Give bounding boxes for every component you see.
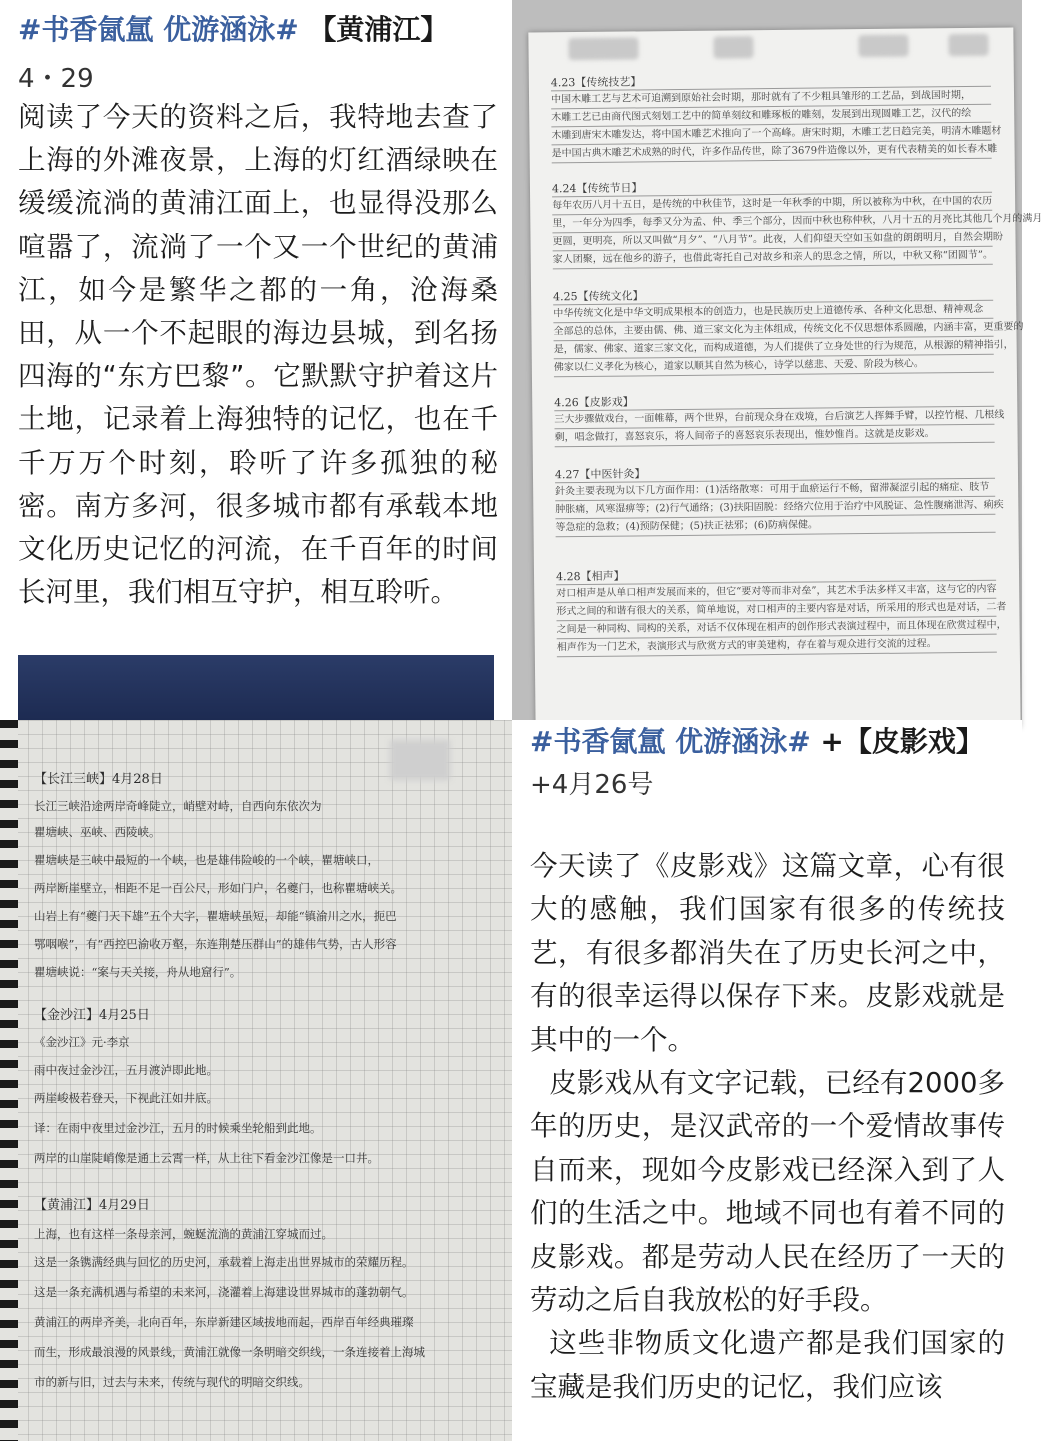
night-photo [18, 655, 494, 720]
entry-line: 鄂咽喉”，有“西控巴渝收万壑，东连荆楚压群山”的雄伟气势，古人形容 [34, 937, 397, 951]
post-paragraph: 今天读了《皮影戏》这篇文章，心有很大的感触，我们国家有很多的传统技艺，有很多都消失在了历史长河之中，有的很幸运得以保存下来。皮影戏就是其中的一个。 [530, 850, 1005, 1056]
entry-line: 瞿塘峡、巫峡、西陵峡。 [34, 825, 161, 839]
note-heading: 4.25【传统文化】 [553, 284, 993, 306]
note-line: 里，一年分为四季，每季又分为孟、仲、季三个部分，因而中秋也称仲秋，八月十五的月亮比其他几个月的满月 [552, 211, 992, 234]
entry-line: 两岸的山崖陡峭像是通上云霄一样，从上往下看金沙江像是一口井。 [34, 1151, 379, 1165]
hashtag-link[interactable]: #书香氤氲 优游涵泳# [18, 13, 299, 46]
note-section [553, 284, 1024, 378]
note-section [555, 564, 1007, 658]
note-heading: 4.27【中医针灸】 [555, 462, 995, 484]
post-title [18, 8, 448, 48]
note-line: 之间是一种同构、同构的关系，对话不仅体现在相声的创作形式表演过程中，而且体现在欣赏过程中， [557, 617, 997, 640]
entry-line: 长江三峡沿途两岸奇峰陡立，峭壁对峙，自西向东依次为 [34, 799, 322, 813]
post-body [530, 845, 1005, 1409]
entry-line: 市的新与旧，过去与未来，传统与现代的明暗交织线。 [34, 1375, 310, 1389]
blurred-region [568, 37, 638, 60]
entry-line: 雨中夜过金沙江，五月渡泸即此地。 [34, 1063, 218, 1077]
note-line: 对口相声是从单口相声发展而来的，但它“要对等而非对垒”，其艺术手法多样又丰富，这与它的内容 [556, 581, 996, 604]
note-line: 木雕到唐宋木雕发达，将中国木雕艺术推向了一个高峰。唐宋时期，木雕工艺日趋完美，明清木雕题材 [551, 123, 991, 146]
entry-line: 两岸断崖壁立，相距不足一百公尺，形如门户，名夔门，也称瞿塘峡关。 [34, 881, 402, 895]
note-section [554, 462, 1004, 538]
note-line: 全部总的总体，主要由儒、佛、道三家文化为主体组成，传统文化不仅思想体系圆融，内涵丰富，更重要的 [553, 319, 993, 342]
note-line: 中国木雕工艺与艺术可追溯到原始社会时期，那时就有了不少粗具雏形的工艺品，到战国时期， [551, 87, 991, 110]
entry-line: 山岩上有“夔门天下雄”五个大字，瞿塘峡虽短，却能“镇渝川之水，扼巴 [34, 909, 397, 923]
note-heading: 4.23【传统技艺】 [551, 70, 991, 92]
post-date: 4・29 [18, 64, 94, 94]
entry-line: 而生，形成最浪漫的风景线，黄浦江就像一条明暗交织线，一条连接着上海城 [34, 1345, 425, 1359]
post-paragraph: 皮影戏从有文字记载，已经有2000多年的历史，是汉武帝的一个爱情故事传自而来，现如今皮影戏已经深入到了人们的生活之中。地域不同也有着不同的皮影戏。都是劳动人民在经历了一天的劳动之后自我放松的好手段。 [530, 1067, 1005, 1317]
entry-line: 上海，也有这样一条母亲河，蜿蜒流淌的黄浦江穿城而过。 [34, 1227, 333, 1241]
entry-line: 这是一条充满机遇与希望的未来河，浇灌着上海建设世界城市的蓬勃朝气。 [34, 1285, 414, 1299]
post-date: +4月26号 [530, 770, 654, 800]
note-line: 更圆，更明亮，所以又叫做“月夕”、“八月节”。此夜，人们仰望天空如玉如盘的朗朗明月，自然会期盼 [552, 229, 992, 252]
post-title [530, 720, 984, 760]
note-heading: 4.24【传统节日】 [552, 176, 992, 198]
entry-line: 两崖峻极若登天，下视此江如井底。 [34, 1091, 218, 1105]
note-section [554, 390, 1005, 448]
note-line: 佛家以仁义孝化为核心，道家以顺其自然为核心，诗学以慈悲、天爱、阶段为核心。 [554, 355, 994, 378]
post-huangpu-river [0, 0, 512, 720]
post-shadow-puppetry [512, 720, 1022, 1441]
entry-line: 瞿塘峡是三峡中最短的一个峡，也是雄伟险峻的一个峡，瞿塘峡口， [34, 853, 379, 867]
lined-notebook-photo [512, 0, 1043, 720]
note-heading: 4.28【相声】 [556, 564, 996, 586]
note-line: 等急症的急救；(4)预防保健；(5)扶正祛邪；(6)防病保健。 [555, 515, 995, 538]
topic-tag: 【黄浦江】 [308, 13, 449, 46]
note-line: 木雕工艺已由商代图式刻划工艺中的简单刻纹和雕琢板的雕刻，发展到出现圆雕工艺，汉代的绘 [551, 105, 991, 128]
note-line: 三大步骤做戏台，一面帷幕，两个世界，台前现众身在戏境，台后演艺人挥舞手臂，以控竹棍、几根线 [554, 407, 994, 430]
spiral-binding [0, 720, 18, 1441]
note-line: 是，儒家、佛家、道家三家文化，而构成道德，为人们提供了立身处世的行为规范，从根源的精神指引， [554, 337, 994, 360]
note-line: 相声作为一门艺术，表演形式与欣赏方式的审美建构，存在着与观众进行交流的过程。 [557, 635, 997, 658]
entry-line: 黄浦江的两岸齐美，北向百年，东岸新建区域拔地而起，西岸百年经典璀璨 [34, 1315, 414, 1329]
entry-line: 这是一条镌满经典与回忆的历史河，承载着上海走出世界城市的荣耀历程。 [34, 1255, 414, 1269]
notebook-page [528, 27, 1043, 732]
post-paragraph: 这些非物质文化遗产都是我们国家的宝藏是我们历史的记忆，我们应该 [530, 1327, 1005, 1403]
grid-notebook-photo [0, 720, 512, 1441]
blurred-region [948, 34, 988, 56]
hashtag-link[interactable]: #书香氤氲 优游涵泳# [530, 725, 811, 758]
note-line: 每年农历八月十五日，是传统的中秋佳节，这时是一年秋季的中期，所以被称为中秋，在中国的农历 [552, 193, 992, 216]
blurred-region [713, 36, 753, 58]
note-line: 是中国古典木雕艺术成熟的时代，许多作品传世，除了3679件造像以外，更有代表精美的如长春木雕 [552, 141, 992, 164]
note-heading: 4.26【皮影戏】 [554, 390, 994, 412]
blurred-region [858, 35, 908, 58]
note-section [550, 70, 1002, 164]
entry-line: 译：在雨中夜里过金沙江，五月的时候乘坐轮船到此地。 [34, 1121, 322, 1135]
entry-line: 《金沙江》元·李京 [34, 1035, 130, 1049]
note-section [551, 176, 1043, 270]
entry-heading: 【长江三峡】4月28日 [34, 772, 163, 787]
note-line: 中华传统文化是中华文明成果根本的创造力，也是民族历史上道德传承、各种文化思想、精神观念 [553, 301, 993, 324]
entry-heading: 【金沙江】4月25日 [34, 1008, 150, 1023]
topic-tag: +【皮影戏】 [820, 725, 984, 758]
note-line: 剩，唱念做打，喜怒哀乐，将人间帝子的喜怒哀乐表现出，惟妙惟肖。这就是皮影戏。 [555, 425, 995, 448]
entry-heading: 【黄浦江】4月29日 [34, 1198, 150, 1213]
note-line: 家人团聚，远在他乡的游子，也借此寄托自己对故乡和亲人的思念之情，所以，中秋又称“团圆节”。 [553, 247, 993, 270]
note-line: 針灸主要表现为以下几方面作用：(1)活络散寒：可用于血瘀运行不畅，留滞凝涩引起的痛症、肢节 [555, 479, 995, 502]
note-line: 形式之间的和谐有很大的关系，简单地说，对口相声的主要内容是对话，所采用的形式也是对话，二者 [556, 599, 996, 622]
entry-line: 瞿塘峡说：“案与天关接，舟从地窟行”。 [34, 965, 242, 979]
post-body: 阅读了今天的资料之后，我特地去查了上海的外滩夜景，上海的灯红酒绿映在缓缓流淌的黄浦江面上，也显得没那么喧嚣了，流淌了一个又一个世纪的黄浦江，如今是繁华之都的一角，沧海桑田，从一个不起眼的海边县城，到名扬四海的“东方巴黎”。它默默守护着这片土地，记录着上海独特的记忆，也在千千万万个时刻，聆听了许多孤独的秘密。南方多河，很多城市都有承载本地文化历史记忆的河流，在千百年的时间长河里，我们相互守护，相互聆听。 [18, 101, 498, 609]
note-line: 肿胀痛，风寒湿痹等；(2)行气通络；(3)扶阳固脱：经络穴位用于治疗中风脱证、急性腹痛泄泻、痢疾 [555, 497, 995, 520]
